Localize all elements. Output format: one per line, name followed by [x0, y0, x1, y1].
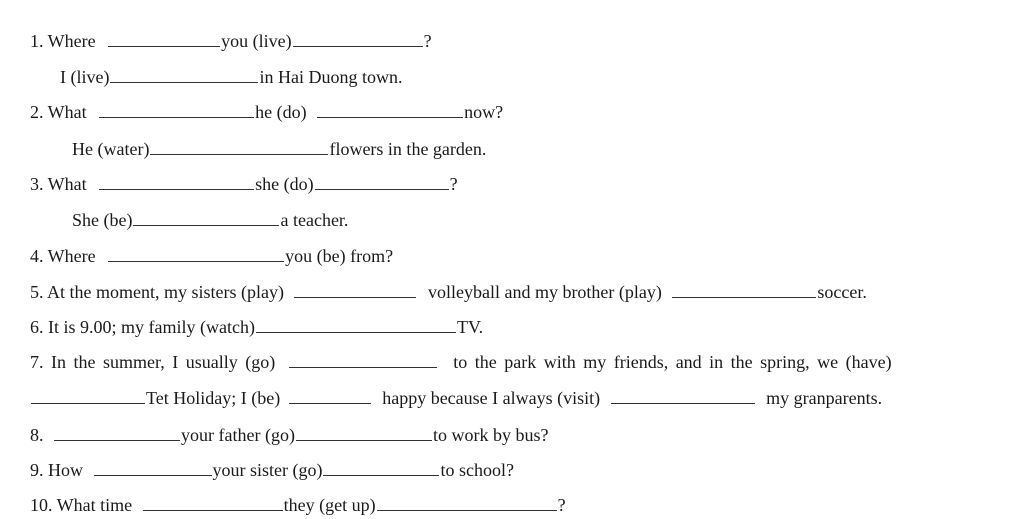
question-5-text-a: 5. At the moment, my sisters (play)	[30, 282, 284, 302]
answer-2-text-a: He (water)	[72, 139, 150, 159]
question-6	[30, 316, 483, 338]
question-7-text-e: my granparents.	[766, 388, 883, 408]
answer-blank-10b[interactable]	[377, 494, 557, 511]
answer-blank-1b[interactable]	[293, 30, 423, 47]
answer-blank-1c[interactable]	[110, 66, 258, 83]
question-9-text-b: your sister (go)	[212, 460, 323, 480]
question-2-text-b: he (do)	[255, 102, 307, 122]
question-5	[30, 281, 867, 303]
answer-2	[72, 138, 486, 160]
answer-blank-1a[interactable]	[108, 30, 220, 47]
question-10-text-a: 10. What time	[30, 495, 133, 515]
answer-blank-7b[interactable]	[31, 387, 145, 404]
question-10-text-b: they (get up)	[283, 495, 376, 515]
question-8	[30, 424, 548, 446]
question-5-text-b: volleyball and my brother (play)	[427, 282, 662, 302]
question-7	[30, 351, 892, 373]
question-1-text-a: 1. Where	[30, 31, 96, 51]
answer-blank-2c[interactable]	[150, 138, 328, 155]
question-3	[30, 173, 458, 195]
answer-1	[60, 66, 402, 88]
question-7-text-d: happy because I always (visit)	[382, 388, 601, 408]
answer-blank-8b[interactable]	[296, 424, 432, 441]
answer-blank-5b[interactable]	[672, 281, 816, 298]
question-4-text-b: you (be) from?	[285, 246, 394, 266]
answer-1-text-b: in Hai Duong town.	[259, 67, 403, 87]
answer-blank-3c[interactable]	[133, 209, 279, 226]
question-1-text-b: you (live)	[221, 31, 292, 51]
question-1-text-c: ?	[423, 31, 432, 51]
answer-3-text-b: a teacher.	[280, 210, 349, 230]
answer-blank-3b[interactable]	[315, 173, 449, 190]
question-9-text-c: to school?	[440, 460, 514, 480]
question-8-text-b: to work by bus?	[432, 425, 549, 445]
question-7-continued	[30, 387, 882, 409]
question-2	[30, 101, 503, 123]
question-10-text-c: ?	[557, 495, 566, 515]
question-4	[30, 245, 393, 267]
answer-blank-3a[interactable]	[99, 173, 254, 190]
answer-blank-10a[interactable]	[143, 494, 283, 511]
question-7-number: 7.	[30, 352, 44, 372]
question-10	[30, 494, 566, 516]
question-4-text-a: 4. Where	[30, 246, 96, 266]
question-9	[30, 459, 514, 481]
answer-blank-7d[interactable]	[611, 387, 755, 404]
answer-blank-8a[interactable]	[54, 424, 180, 441]
question-3-text-b: she (do)	[255, 174, 314, 194]
answer-blank-7c[interactable]	[289, 387, 371, 404]
answer-blank-2b[interactable]	[317, 101, 463, 118]
answer-blank-4a[interactable]	[108, 245, 284, 262]
question-8-text-a: your father (go)	[181, 425, 295, 445]
answer-1-text-a: I (live)	[60, 67, 110, 87]
question-3-text-c: ?	[449, 174, 458, 194]
question-8-number: 8.	[30, 425, 44, 445]
question-6-text-b: TV.	[456, 317, 484, 337]
answer-blank-9a[interactable]	[94, 459, 212, 476]
question-7-text-b: to the park with my friends, and in the spring, we (have)	[453, 352, 892, 372]
question-5-text-c: soccer.	[817, 282, 867, 302]
answer-3-text-a: She (be)	[72, 210, 133, 230]
answer-blank-5a[interactable]	[294, 281, 416, 298]
answer-blank-7a[interactable]	[289, 351, 437, 368]
answer-3	[72, 209, 348, 231]
answer-blank-9b[interactable]	[323, 459, 439, 476]
answer-blank-2a[interactable]	[99, 101, 254, 118]
question-1	[30, 30, 432, 52]
answer-2-text-b: flowers in the garden.	[329, 139, 487, 159]
question-2-text-a: 2. What	[30, 102, 87, 122]
question-7-text-a: In the summer, I usually (go)	[51, 352, 276, 372]
question-3-text-a: 3. What	[30, 174, 87, 194]
question-6-text-a: 6. It is 9.00; my family (watch)	[30, 317, 255, 337]
answer-blank-6a[interactable]	[256, 316, 456, 333]
question-9-text-a: 9. How	[30, 460, 83, 480]
question-2-text-c: now?	[464, 102, 504, 122]
question-7-text-c: Tet Holiday; I (be)	[146, 388, 281, 408]
